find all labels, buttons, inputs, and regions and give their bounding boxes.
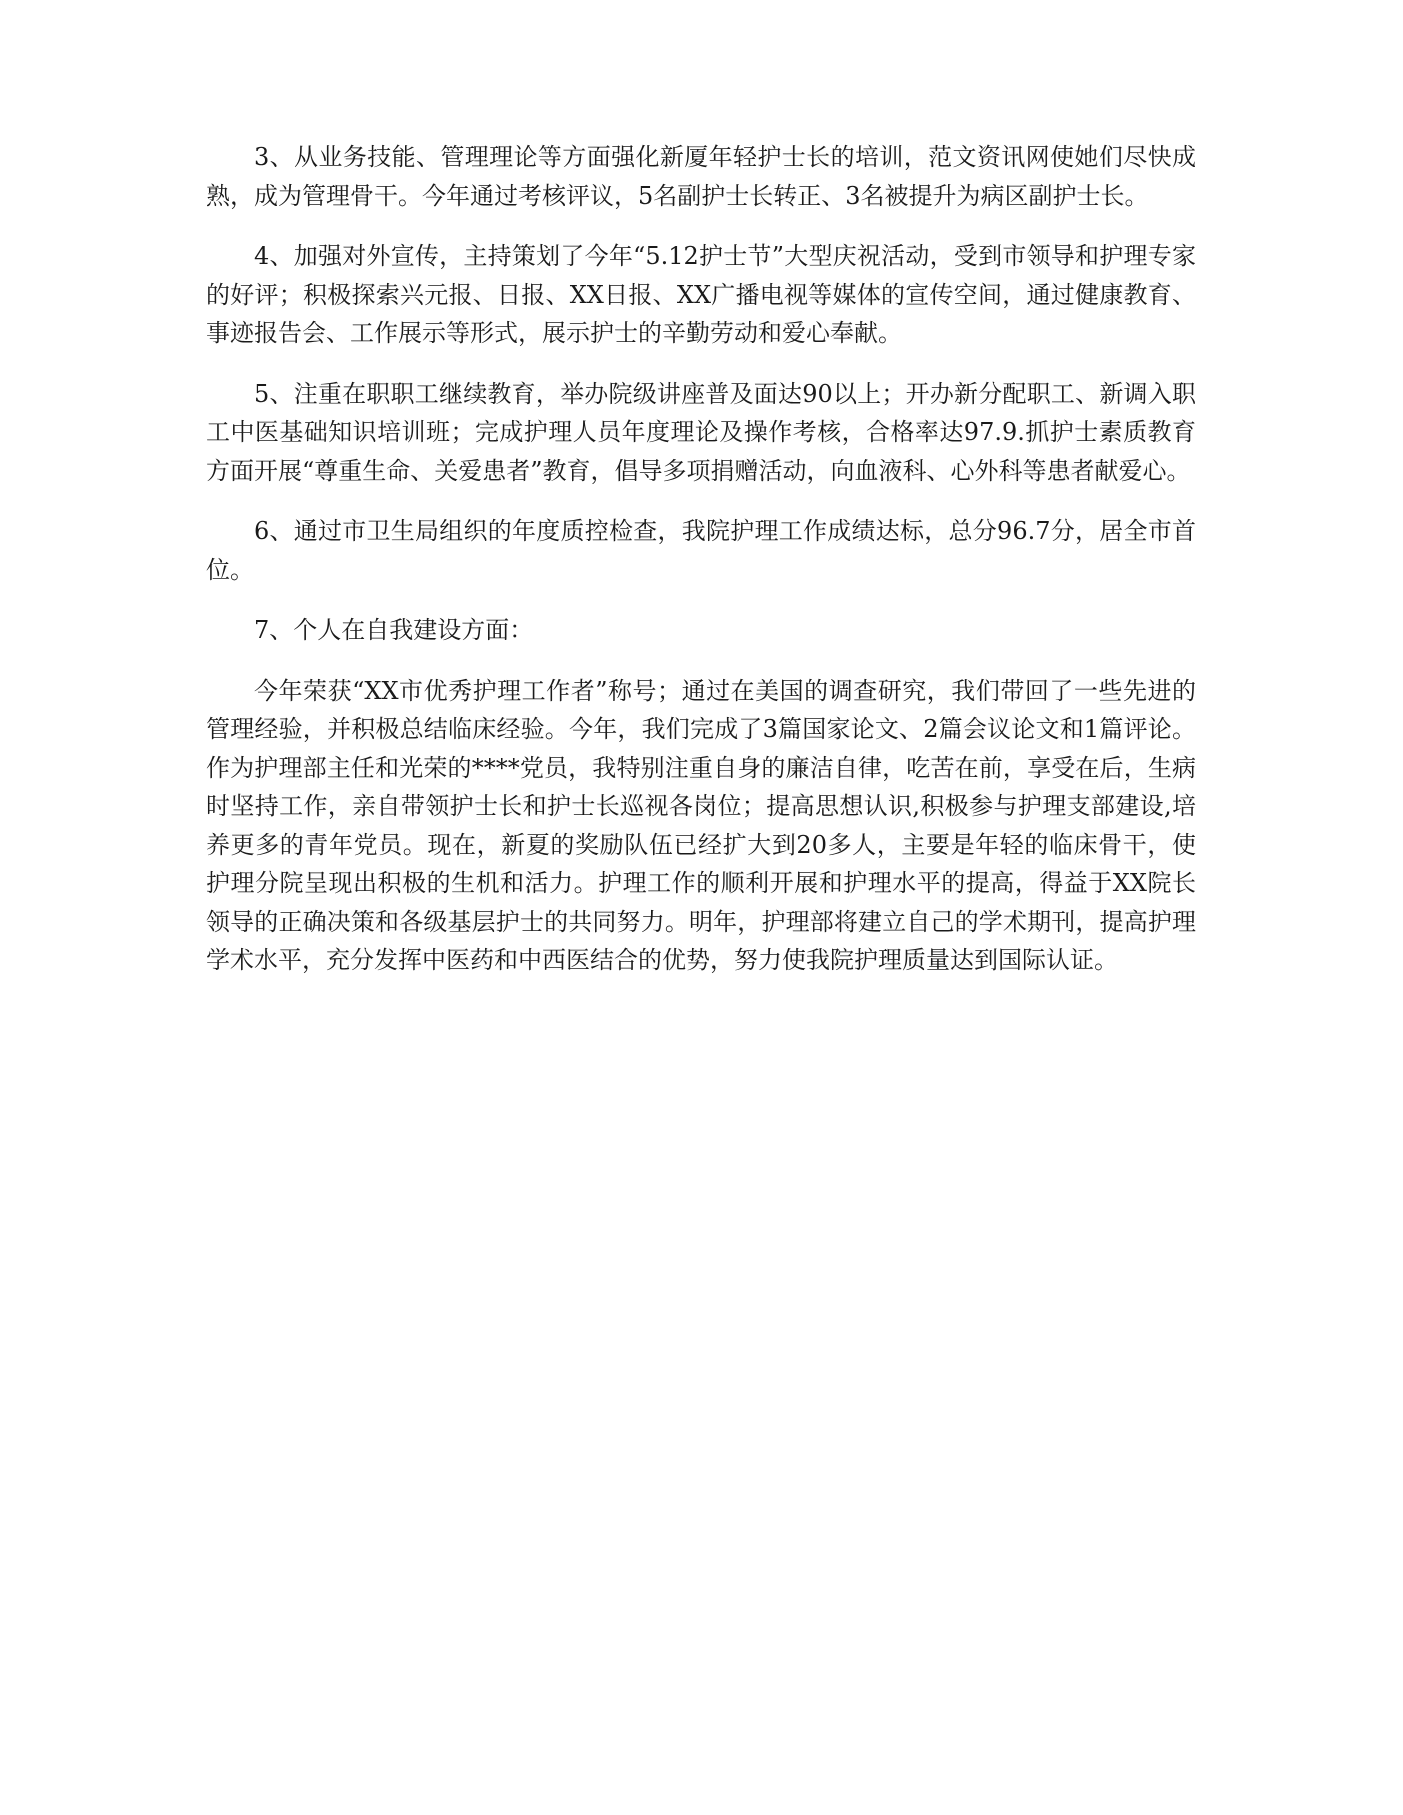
paragraph-3: 3、从业务技能、管理理论等方面强化新厦年轻护士长的培训，范文资讯网使她们尽快成熟，成为管理骨干。今年通过考核评议，5名副护士长转正、3名被提升为病区副护士长。	[206, 143, 1196, 210]
paragraph-7-heading: 7、个人在自我建设方面：	[254, 616, 534, 644]
paragraph-6: 6、通过市卫生局组织的年度质控检查，我院护理工作成绩达标，总分96.7分，居全市首位。	[206, 517, 1196, 584]
document-body	[206, 138, 1196, 1002]
paragraph-4: 4、加强对外宣传，主持策划了今年“5.12护士节”大型庆祝活动，受到市领导和护理专家的好评；积极探索兴元报、日报、XX日报、XX广播电视等媒体的宣传空间，通过健康教育、事迹报告会、工作展示等形式，展示护士的辛勤劳动和爱心奉献。	[206, 242, 1196, 347]
paragraph-5: 5、注重在职职工继续教育，举办院级讲座普及面达90以上；开办新分配职工、新调入职工中医基础知识培训班；完成护理人员年度理论及操作考核，合格率达97.9.抓护士素质教育方面开展“尊重生命、关爱患者”教育，倡导多项捐赠活动，向血液科、心外科等患者献爱心。	[206, 379, 1196, 485]
paragraph-7-body: 今年荣获“XX市优秀护理工作者”称号；通过在美国的调查研究，我们带回了一些先进的管理经验，并积极总结临床经验。今年，我们完成了3篇国家论文、2篇会议论文和1篇评论。作为护理部主任和光荣的****党员，我特别注重自身的廉洁自律，吃苦在前，享受在后，生病时坚持工作，亲自带领护士长和护士长巡视各岗位；提高思想认识,积极参与护理支部建设,培养更多的青年党员。现在，新夏的奖励队伍已经扩大到20多人，主要是年轻的临床骨干，使护理分院呈现出积极的生机和活力。护理工作的顺利开展和护理水平的提高，得益于XX院长领导的正确决策和各级基层护士的共同努力。明年，护理部将建立自己的学术期刊，提高护理学术水平，充分发挥中医药和中西医结合的优势，努力使我院护理质量达到国际认证。	[206, 676, 1196, 974]
